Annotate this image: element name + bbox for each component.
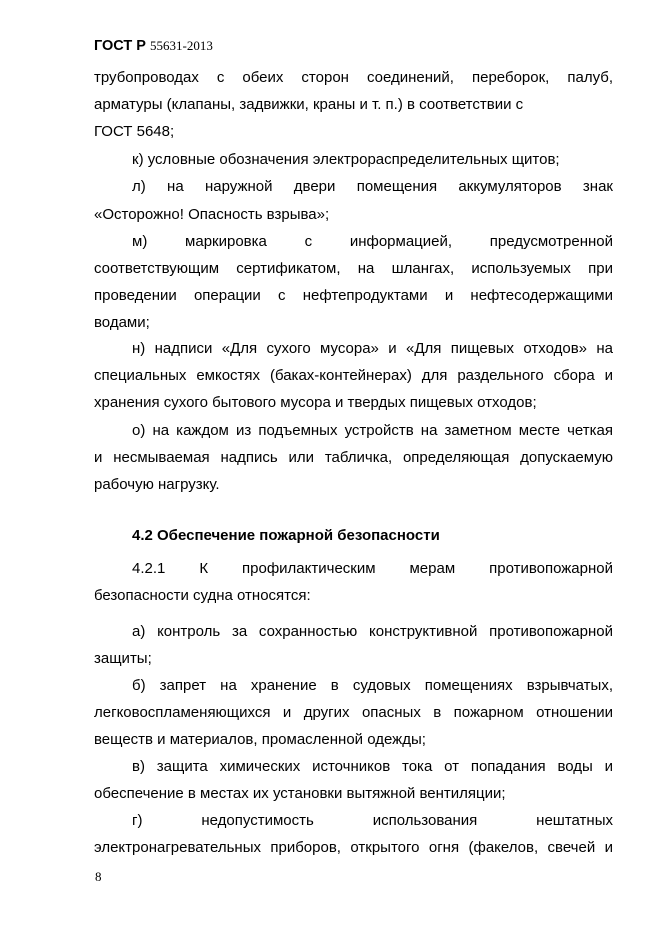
text-line: водами; <box>94 314 150 331</box>
section-heading: 4.2 Обеспечение пожарной безопасности <box>132 527 440 544</box>
list-item-b: б) запрет на хранение в судовых помещениях взрывчатых, <box>132 677 613 694</box>
text-line: хранения сухого бытового мусора и твердых пищевых отходов; <box>94 394 537 411</box>
clause-4-2-1: 4.2.1 К профилактическим мерам противопожарной <box>132 560 613 577</box>
text-line: ГОСТ 5648; <box>94 123 175 140</box>
list-item-a: а) контроль за сохранностью конструктивной противопожарной <box>132 623 613 640</box>
list-item-k: к) условные обозначения электрораспределительных щитов; <box>132 151 560 168</box>
text-line: арматуры (клапаны, задвижки, краны и т. п.) в соответствии с <box>94 96 524 113</box>
text-line: специальных емкостях (баках-контейнерах) для раздельного сбора и <box>94 367 613 384</box>
standard-number: 55631-2013 <box>150 38 213 53</box>
list-item-n: н) надписи «Для сухого мусора» и «Для пищевых отходов» на <box>132 340 613 357</box>
text-line: безопасности судна относятся: <box>94 587 311 604</box>
page-number: 8 <box>95 869 102 884</box>
text-line: соответствующим сертификатом, на шлангах, используемых при <box>94 260 613 277</box>
text-line: обеспечение в местах их установки вытяжной вентиляции; <box>94 785 506 802</box>
document-header <box>94 38 213 54</box>
text-line: веществ и материалов, промасленной одежды; <box>94 731 426 748</box>
list-item-v: в) защита химических источников тока от попадания воды и <box>132 758 613 775</box>
text-line: и несмываемая надпись или табличка, определяющая допускаемую <box>94 449 613 466</box>
list-item-o: о) на каждом из подъемных устройств на заметном месте четкая <box>132 422 613 439</box>
text-line: защиты; <box>94 650 152 667</box>
standard-label: ГОСТ Р <box>94 38 146 54</box>
text-line: рабочую нагрузку. <box>94 476 220 493</box>
list-item-g: г) недопустимость использования нештатных <box>132 812 613 829</box>
text-line: легковоспламеняющихся и других опасных в пожарном отношении <box>94 704 613 721</box>
list-item-l: л) на наружной двери помещения аккумуляторов знак <box>132 178 613 195</box>
text-line: «Осторожно! Опасность взрыва»; <box>94 206 330 223</box>
text-line: трубопроводах с обеих сторон соединений, переборок, палуб, <box>94 69 613 86</box>
text-line: электронагревательных приборов, открытого огня (факелов, свечей и <box>94 839 613 856</box>
text-line: проведении операции с нефтепродуктами и нефтесодержащими <box>94 287 613 304</box>
list-item-m: м) маркировка с информацией, предусмотренной <box>132 233 613 250</box>
